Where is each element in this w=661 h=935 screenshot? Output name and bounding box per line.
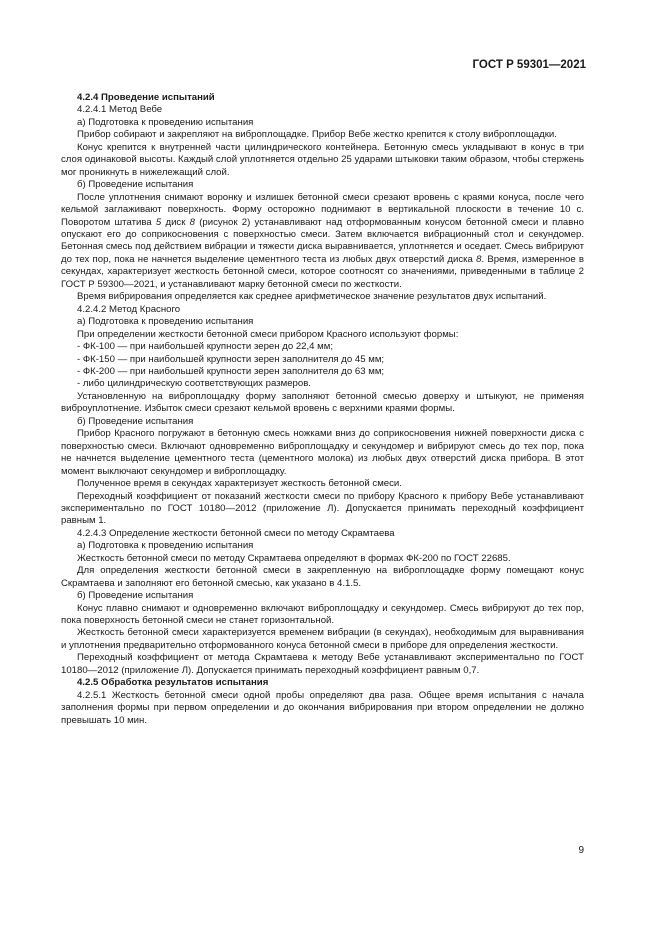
paragraph: После уплотнения снимают воронку и излишек бетонной смеси срезают вровень с краями конуса, после чего кельмой заглаживают поверхность. Форму осторожно поднимают в вертикальной плоскости в течение 10 с. Поворотом штатива 5 диск 8 (рисунок 2) устанавливают над отформованным конусом бетонной смеси и плавно опускают его до соприкосновения с поверхностью смеси. Затем включается вибрационный стол и секундомер. Бетонная смесь под действием вибрации и тяжести диска выравнивается, уплотняется и оседает. Смесь вибрируют до тех пор, пока не начнется выделение цементного теста из любых двух отверстий диска 8. Время, измеренное в секундах, характеризует жесткость бетонной смеси, которое соотносят со значениями, приведенными в таблице 2 ГОСТ Р 59300—2021, и устанавливают марку бетонной смеси по жесткости.: [61, 191, 584, 290]
subsection-heading: 4.2.4.2 Метод Красного: [77, 303, 181, 315]
paragraph: Полученное время в секундах характеризует жесткость бетонной смеси.: [77, 478, 402, 490]
list-item: - либо цилиндрическую соответствующих размеров.: [77, 378, 311, 390]
page-number: 9: [578, 845, 584, 856]
paragraph: Прибор Красного погружают в бетонную смесь ножками вниз до соприкосновения нижней поверхности диска с поверхностью смеси. Включают одновременно виброплощадку и секундомер и вибрируют смесь до тех пор, пока не начнется выделение цементного теста (цементного молока) из любых двух отверстий диска прибора. В этот момент выключают секундомер и виброплощадку.: [61, 428, 584, 477]
step-heading: а) Подготовка к проведению испытания: [77, 540, 254, 552]
paragraph: Переходный коэффициент от показаний жесткости смеси по прибору Красного к прибору Вебе устанавливают экспериментально по ГОСТ 10180—2012 (приложение Л). Допускается принимать переходный коэффициент равным 1.: [61, 490, 584, 527]
paragraph: Установленную на виброплощадку форму заполняют бетонной смесью доверху и штыкуют, не применяя виброуплотнение. Избыток смеси срезают кельмой вровень с верхними краями формы.: [61, 390, 584, 415]
paragraph: Время вибрирования определяется как среднее арифметическое значение результатов двух испытаний.: [77, 291, 547, 303]
paragraph: Прибор собирают и закрепляют на виброплощадке. Прибор Вебе жестко крепится к столу виброплощадки.: [77, 129, 557, 141]
paragraph: Жесткость бетонной смеси по методу Скрамтаева определяют в формах ФК-200 по ГОСТ 22685.: [77, 552, 511, 564]
paragraph: 4.2.5.1 Жесткость бетонной смеси одной пробы определяют два раза. Общее время испытания с начала заполнения формы при первом определении и до окончания вибрирования при втором определении не должно превышать 10 мин.: [61, 689, 584, 726]
paragraph: Жесткость бетонной смеси характеризуется временем вибрации (в секундах), необходимым для выравнивания и уплотнения предварительно отформованного конуса бетонной смеси в приборе для определения жесткости.: [61, 627, 584, 651]
document-body: [61, 92, 584, 727]
step-heading: а) Подготовка к проведению испытания: [77, 316, 254, 328]
section-heading: 4.2.5 Обработка результатов испытания: [77, 677, 269, 689]
list-item: - ФК-150 — при наибольшей крупности зерен заполнителя до 45 мм;: [77, 353, 385, 365]
step-heading: б) Проведение испытания: [77, 415, 194, 427]
subsection-heading: 4.2.4.1 Метод Вебе: [77, 104, 163, 116]
paragraph: Конус крепится к внутренней части цилиндрического контейнера. Бетонную смесь укладывают в конус в три слоя одинаковой высоты. Каждый слой уплотняется отдельно 25 ударами штыковки таким образом, чтобы стержень мог проникнуть в нижележащий слой.: [61, 141, 584, 178]
step-heading: б) Проведение испытания: [77, 179, 194, 191]
paragraph: Конус плавно снимают и одновременно включают виброплощадку и секундомер. Смесь вибрируют до тех пор, пока поверхность бетонной смеси не станет горизонтальной.: [61, 602, 584, 627]
paragraph: Переходный коэффициент от метода Скрамтаева к методу Вебе устанавливают экспериментально по ГОСТ 10180—2012 (приложение Л). Допускается принимать переходный коэффициент равным 0,7.: [61, 652, 584, 676]
paragraph: При определении жесткости бетонной смеси прибором Красного используют формы:: [77, 328, 459, 340]
subsection-heading: 4.2.4.3 Определение жесткости бетонной смеси по методу Скрамтаева: [77, 527, 395, 539]
step-heading: б) Проведение испытания: [77, 590, 194, 602]
standard-header: ГОСТ Р 59301—2021: [472, 59, 586, 71]
step-heading: а) Подготовка к проведению испытания: [77, 116, 254, 128]
section-heading: 4.2.4 Проведение испытаний: [77, 92, 215, 103]
paragraph: Для определения жесткости бетонной смеси в закрепленную на виброплощадке форму помещают конус Скрамтаева и заполняют его бетонной смесью, как указано в 4.1.5.: [61, 565, 584, 589]
list-item: - ФК-200 — при наибольшей крупности зерен заполнителя до 63 мм;: [77, 365, 385, 377]
list-item: - ФК-100 — при наибольшей крупности зерен до 22,4 мм;: [77, 341, 334, 353]
